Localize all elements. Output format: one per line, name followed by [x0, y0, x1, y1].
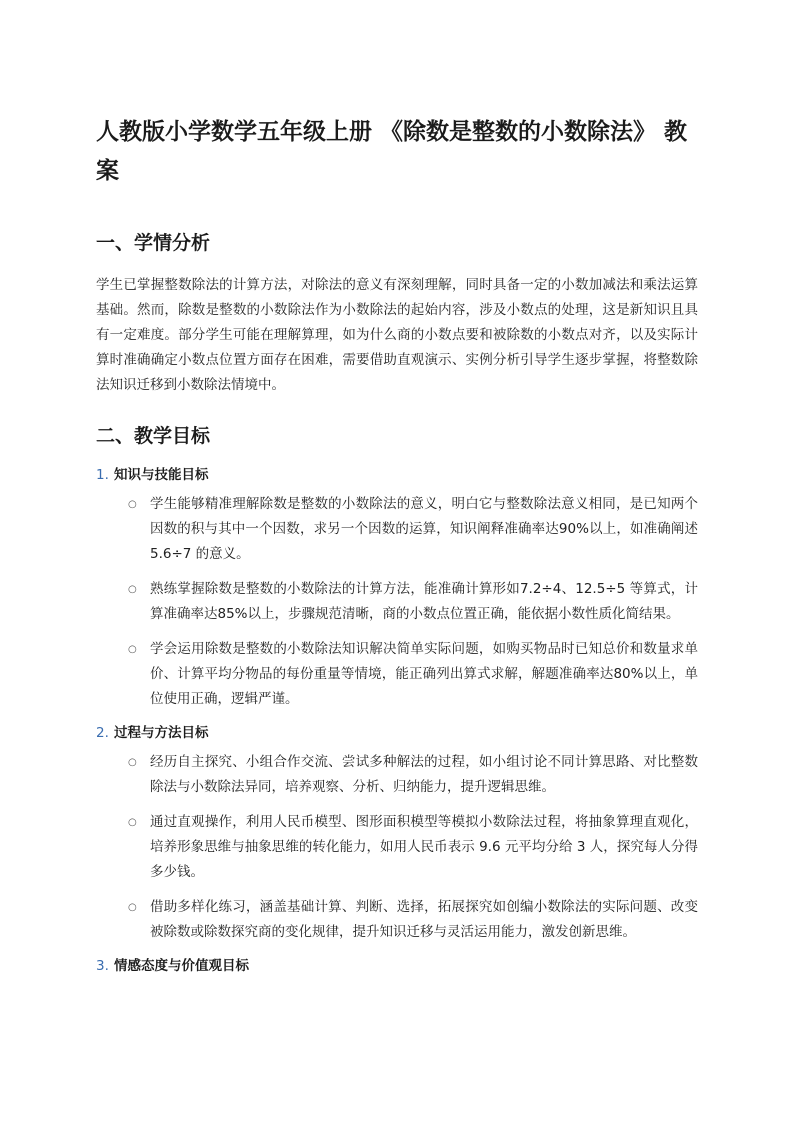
objective-label: 过程与方法目标	[114, 725, 209, 741]
objective-number: 2.	[96, 725, 109, 741]
objective-items	[96, 750, 698, 945]
objective-item	[126, 810, 698, 885]
objective-item-text: 借助多样化练习，涵盖基础计算、判断、选择，拓展探究如创编小数除法的实际问题、改变被除数或除数探究商的变化规律，提升知识迁移与灵活运用能力，激发创新思维。	[150, 899, 698, 940]
objective-item-text: 经历自主探究、小组合作交流、尝试多种解法的过程，如小组讨论不同计算思路、对比整数除法与小数除法异同，培养观察、分析、归纳能力，提升逻辑思维。	[150, 754, 698, 795]
objective-item-text: 学生能够精准理解除数是整数的小数除法的意义，明白它与整数除法意义相同，是已知两个因数的积与其中一个因数，求另一个因数的运算，知识阐释准确率达90%以上，如准确阐述 5.6÷7 的意义。	[150, 496, 698, 562]
objective-item	[126, 637, 698, 712]
objective-item	[126, 492, 698, 567]
objective-items	[96, 492, 698, 712]
objective-item	[126, 895, 698, 945]
circle-bullet-icon: ○	[128, 584, 137, 595]
objective-number: 3.	[96, 958, 109, 974]
circle-bullet-icon: ○	[128, 902, 137, 913]
circle-bullet-icon: ○	[128, 499, 137, 510]
section-heading-objectives: 二、教学目标	[96, 425, 211, 447]
objective-label: 情感态度与价值观目标	[114, 958, 249, 974]
objective-item	[126, 750, 698, 800]
objective-item	[126, 577, 698, 627]
circle-bullet-icon: ○	[128, 757, 137, 768]
section-body-analysis: 学生已掌握整数除法的计算方法，对除法的意义有深刻理解，同时具备一定的小数加减法和乘法运算基础。然而，除数是整数的小数除法作为小数除法的起始内容，涉及小数点的处理，这是新知识且具有一定难度。部分学生可能在理解算理，如为什么商的小数点要和被除数的小数点对齐，以及实际计算时准确确定小数点位置方面存在困难，需要借助直观演示、实例分析引导学生逐步掌握，将整数除法知识迁移到小数除法情境中。	[96, 277, 698, 393]
document-title: 人教版小学数学五年级上册 《除数是整数的小数除法》 教案	[96, 119, 688, 184]
objective-item-text: 通过直观操作，利用人民币模型、图形面积模型等模拟小数除法过程，将抽象算理直观化，培养形象思维与抽象思维的转化能力，如用人民币表示 9.6 元平均分给 3 人，探究每人分得多少钱。	[150, 814, 698, 880]
objective-number: 1.	[96, 467, 109, 483]
objective-item-text: 熟练掌握除数是整数的小数除法的计算方法，能准确计算形如7.2÷4、12.5÷5 等算式，计算准确率达85%以上，步骤规范清晰，商的小数点位置正确，能依据小数性质化简结果。	[150, 581, 698, 622]
objective-group	[96, 955, 698, 977]
objective-group	[96, 722, 698, 945]
objective-label: 知识与技能目标	[114, 467, 209, 483]
objective-group	[96, 464, 698, 712]
section-heading-analysis: 一、学情分析	[96, 232, 211, 254]
circle-bullet-icon: ○	[128, 817, 137, 828]
objective-item-text: 学会运用除数是整数的小数除法知识解决简单实际问题，如购买物品时已知总价和数量求单价、计算平均分物品的每份重量等情境，能正确列出算式求解，解题准确率达80%以上，单位使用正确，逻辑严谨。	[150, 641, 698, 707]
circle-bullet-icon: ○	[128, 644, 137, 655]
objectives-list	[96, 464, 698, 977]
